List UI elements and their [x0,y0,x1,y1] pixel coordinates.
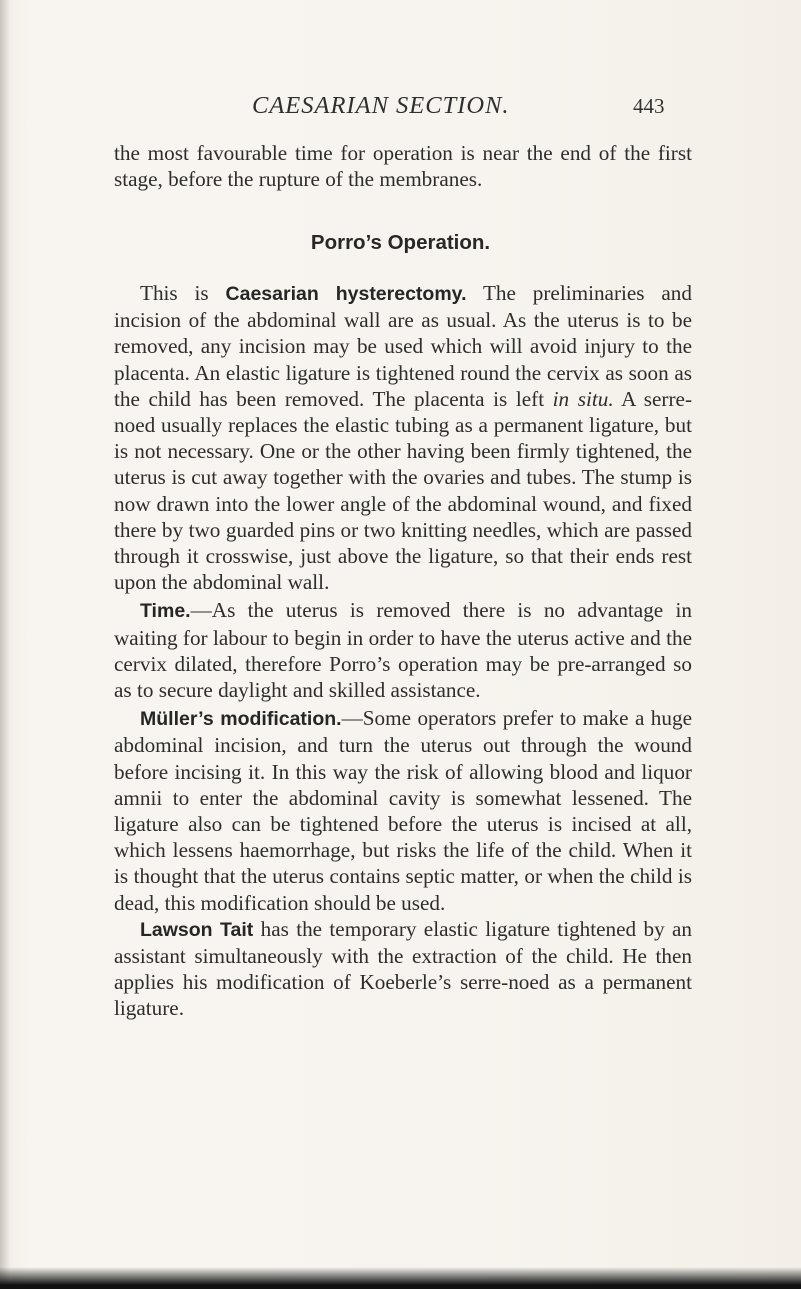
paragraph-time [114,597,692,703]
running-title: CAESARIAN SECTION. [252,92,510,119]
term-lawson-tait: Lawson Tait [140,918,254,941]
scan-bottom-edge [0,1267,801,1289]
paragraph-hysterectomy-intro: This is [140,281,226,305]
paragraph-lawson-tait [114,916,692,1022]
term-mullers-modification: Müller’s modification. [140,708,342,731]
paragraph-hysterectomy-text-b: A serre-noed usually replaces the elastic tubing as a permanent ligature, but is not necessary. One or the other having been firmly tightened, the uterus is cut away together with the ovaries and tubes. The stump is now drawn into the lower angle of the abdominal wound, and fixed there by two guarded pins or two knitting needles, which are passed through it crosswise, just above the ligature, so that their ends rest upon the abdominal wall. [114,386,693,595]
page-number: 443 [633,94,665,118]
section-body [114,280,692,1022]
page-header [0,92,801,126]
page-gutter-shadow [0,0,10,1289]
paragraph-lawson-tait-text: has the temporary elastic ligature tightened by an assistant simultaneously with the extraction of the child. He then applies his modification of Koeberle’s serre-noed as a permanent ligature. [114,916,692,1021]
paragraph-time-text: —As the uterus is removed there is no advantage in waiting for labour to begin in order to have the uterus active and the cervix dilated, therefore Porro’s operation may be pre-arranged so as to secure daylight and skilled assistance. [114,598,692,703]
section-heading: Porro’s Operation. [310,231,491,254]
term-time: Time. [140,600,191,623]
term-caesarian-hysterectomy: Caesarian hysterectomy. [225,283,467,305]
lead-text: the most favourable time for operation is near the end of the first stage, before the rupture of the membranes. [114,141,692,192]
paragraph-muller [114,705,692,916]
paragraph-hysterectomy [114,280,692,595]
term-in-situ: in situ. [552,386,614,411]
continued-paragraph [114,140,692,192]
paragraph-hysterectomy-text-a: The preliminaries and incision of the abdominal wall are as usual. As the uterus is to be removed, any incision may be used which will avoid injury to the placenta. An elastic ligature is tightened round the cervix as soon as the child has been removed. The placenta is left [114,281,692,411]
paragraph-muller-text: —Some operators prefer to make a huge abdominal incision, and turn the uterus out through the wound before incising it. In this way the risk of allowing blood and liquor amnii to enter the abdominal cavity is somewhat lessened. The ligature also can be tightened before the uterus is incised at all, which lessens haemorrhage, but risks the life of the child. When it is thought that the uterus contains septic matter, or when the child is dead, this modification should be used. [114,706,692,915]
